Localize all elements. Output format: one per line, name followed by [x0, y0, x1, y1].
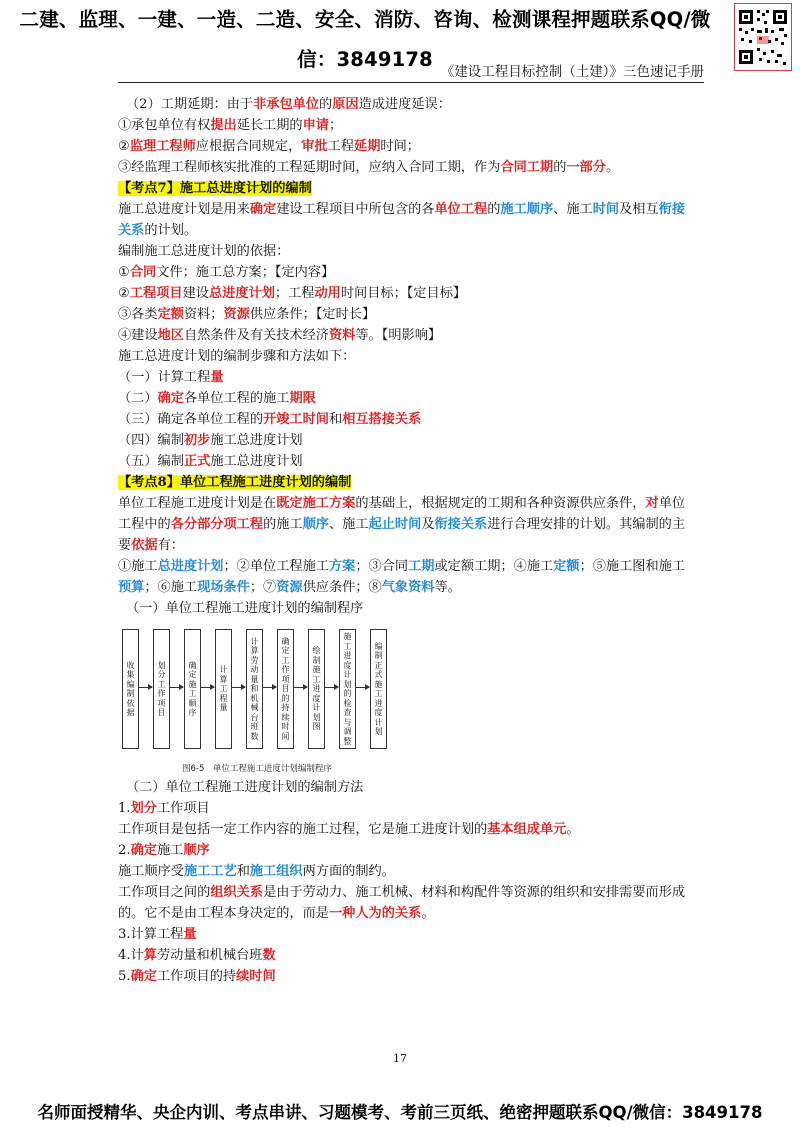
text-span: 初步 — [183, 433, 211, 448]
text-line-l1 — [118, 94, 688, 115]
text-span: ；⑦ — [249, 580, 277, 595]
text-span: 预算 — [118, 580, 145, 595]
text-span: 建设工程项目中所包含的各 — [276, 202, 435, 217]
text-span: 续时间 — [236, 969, 276, 984]
text-span: ；②单位工程施工 — [223, 559, 329, 574]
text-span: 合同 — [129, 265, 157, 280]
text-span: 资料； — [183, 307, 224, 322]
text-span: 定额 — [157, 307, 184, 322]
text-span: 资料 — [329, 328, 356, 343]
text-span: 基本组成单元 — [487, 822, 567, 837]
text-line-m8 — [118, 945, 688, 966]
text-line-l4 — [118, 157, 688, 178]
text-span: 1. — [118, 801, 131, 816]
flow-arrow — [325, 687, 338, 688]
text-span: 各分部分项工程 — [170, 517, 264, 532]
text-span: 各单位工程的施工 — [183, 391, 290, 406]
text-span: 监理工程师 — [129, 139, 196, 154]
text-span: ；⑥施工 — [144, 580, 198, 595]
text-span: 依据 — [131, 538, 158, 553]
text-span: 、施工 — [329, 517, 369, 532]
text-span: 资源 — [276, 580, 303, 595]
text-span: 文件；施工总方案；【定内容】 — [156, 265, 335, 280]
text-span: 【考点8】单位工程施工进度计划的编制 — [118, 475, 352, 490]
text-span: 的 — [553, 160, 567, 175]
text-span: ； — [329, 118, 343, 133]
text-line-l5 — [118, 178, 688, 199]
text-line-l3 — [118, 136, 688, 157]
text-span: 进行合理安排的计划。其编制的主要 — [118, 517, 686, 553]
flow-arrow — [263, 687, 276, 688]
text-line-l8 — [118, 262, 688, 283]
text-span: 供应条件；【定时长】 — [249, 307, 376, 322]
text-line-l16 — [118, 430, 688, 451]
text-span: 一种人为的关系 — [329, 906, 422, 921]
content-area — [118, 94, 688, 987]
text-span: 施工总进度计划 — [210, 454, 303, 469]
text-span: 动用 — [314, 286, 341, 301]
text-span: 、施工 — [553, 202, 593, 217]
text-span: （五）编制 — [118, 454, 184, 469]
text-span: 合同工期 — [500, 160, 554, 175]
text-span: 编制施工总进度计划的依据： — [118, 244, 290, 259]
text-span: 施工组织 — [249, 864, 303, 879]
text-span: 时间 — [592, 202, 620, 217]
text-line-m5 — [118, 861, 688, 882]
text-span: 和 — [329, 412, 343, 427]
flow-step-box: 计算劳动量和机械台班数 — [246, 629, 263, 749]
flow-arrow — [170, 687, 183, 688]
text-span: 定额 — [553, 559, 580, 574]
text-span: 是由于劳动力、施工机械、材料和构配件等资源的组织和安排需要而形成的。它不是由工程本身决定的，而是 — [118, 885, 686, 921]
text-line-m6 — [118, 882, 688, 924]
text-span: 正式 — [183, 454, 211, 469]
paragraphs-part-1 — [118, 94, 688, 619]
flow-arrow — [356, 687, 369, 688]
text-span: 顺序 — [183, 843, 210, 858]
text-line-l2 — [118, 115, 688, 136]
text-line-l7 — [118, 241, 688, 262]
text-span: 施工 — [156, 843, 184, 858]
paragraphs-part-2 — [118, 777, 688, 987]
text-span: 5. — [118, 969, 131, 984]
bottom-banner: 名师面授精华、央企内训、考点串讲、习题模考、考前三页纸、绝密押题联系QQ/微信：3849178 — [37, 1103, 763, 1122]
text-span: 。 — [566, 822, 580, 837]
text-span: ①承包单位有权 — [118, 118, 211, 133]
text-span: 的基础上，根据规定的工期和各种资源供应条件， — [355, 496, 646, 511]
text-span: 延长工期的 — [236, 118, 303, 133]
text-span: 算 — [143, 948, 157, 963]
text-span: 和 — [236, 864, 250, 879]
flow-arrow — [201, 687, 214, 688]
qr-code-image — [734, 3, 792, 71]
text-span: 审批 — [301, 139, 328, 154]
text-line-l6 — [118, 199, 688, 241]
flow-arrow — [232, 687, 245, 688]
text-span: ；工程 — [274, 286, 315, 301]
text-span: 非承包单位 — [253, 97, 320, 112]
text-span: 。 — [421, 906, 435, 921]
text-span: 劳动量和机械台班 — [156, 948, 263, 963]
text-line-m2 — [118, 798, 688, 819]
text-span: （二）单位工程施工进度计划的编制方法 — [126, 780, 364, 795]
text-line-l17 — [118, 451, 688, 472]
text-span: 施工顺序 — [500, 202, 554, 217]
text-span: （一）计算工程 — [118, 370, 211, 385]
text-line-m4 — [118, 840, 688, 861]
text-span: 数 — [262, 948, 276, 963]
text-span: 造成进度延误： — [358, 97, 451, 112]
text-line-l9 — [118, 283, 688, 304]
text-span: 建设 — [182, 286, 209, 301]
text-span: ；⑤施工图和施工 — [579, 559, 686, 574]
text-span: 现场条件 — [197, 580, 250, 595]
text-span: 延期 — [354, 139, 381, 154]
text-span: 相互搭接关系 — [342, 412, 422, 427]
text-span: 自然条件及有关技术经济 — [183, 328, 329, 343]
text-span: 确定 — [130, 969, 157, 984]
text-line-m9 — [118, 966, 688, 987]
text-span: ；③合同 — [355, 559, 409, 574]
text-span: 开竣工时间 — [263, 412, 329, 427]
text-span: 单位工程施工进度计划是在 — [118, 496, 277, 511]
text-span: 单位工程中的 — [118, 496, 686, 532]
text-span: 量 — [183, 927, 197, 942]
text-span: （一）单位工程施工进度计划的编制程序 — [126, 601, 364, 616]
text-span: 量 — [210, 370, 224, 385]
text-span: （二） — [118, 391, 158, 406]
text-span: 等。【明影响】 — [355, 328, 442, 343]
text-span: 衔接关系 — [434, 517, 488, 532]
flow-step-box: 确定施工顺序 — [184, 629, 201, 749]
text-span: 应根据合同规定， — [195, 139, 302, 154]
text-span: 申请 — [302, 118, 329, 133]
text-span: 衔接关系 — [118, 202, 686, 238]
text-span: ② — [118, 286, 130, 301]
text-span: 供应条件；⑧ — [302, 580, 382, 595]
text-span: 两方面的制约。 — [302, 864, 395, 879]
text-span: 的 — [487, 202, 501, 217]
text-span: 4.计 — [118, 948, 144, 963]
flow-arrow — [139, 687, 152, 688]
text-span: 。 — [605, 160, 620, 175]
text-span: 起止时间 — [368, 517, 422, 532]
text-span: 工作项目的持 — [156, 969, 237, 984]
text-span: 一部分 — [566, 160, 606, 175]
text-span: 总进度计划 — [157, 559, 224, 574]
text-span: 地区 — [157, 328, 184, 343]
text-span: 资源 — [223, 307, 250, 322]
text-span: 及 — [421, 517, 435, 532]
text-span: 气象资料 — [381, 580, 435, 595]
text-span: ① — [118, 265, 130, 280]
text-span: 工期 — [408, 559, 435, 574]
text-span: 的 — [319, 97, 333, 112]
text-span: （2）工期延期：由于 — [126, 97, 254, 112]
text-span: 工作项目之间的 — [118, 885, 211, 900]
flowchart — [122, 625, 422, 775]
text-span: 施工总进度计划的编制步骤和方法如下： — [118, 349, 356, 364]
text-span: 确定 — [249, 202, 277, 217]
text-span: 的施工 — [263, 517, 303, 532]
text-span: 2. — [118, 843, 131, 858]
flow-arrow — [294, 687, 307, 688]
text-span: 工作项目 — [156, 801, 210, 816]
flow-step-box: 施工进度计划的检查与调整 — [339, 629, 356, 749]
text-line-l12 — [118, 346, 688, 367]
text-span: 时间目标；【定目标】 — [340, 286, 467, 301]
text-span: ② — [118, 139, 130, 154]
text-line-m1 — [118, 777, 688, 798]
text-line-l19 — [118, 493, 688, 556]
text-span: 工作项目是包括一定工作内容的施工过程，它是施工进度计划的 — [118, 822, 488, 837]
text-span: 施工总进度计划是用来 — [118, 202, 250, 217]
text-line-l20 — [118, 556, 688, 598]
text-span: 总进度计划 — [208, 286, 275, 301]
top-banner: 二建、监理、一建、一造、二造、安全、消防、咨询、检测课程押题联系QQ/微信：3849178 — [19, 8, 711, 71]
text-span: 确定 — [130, 843, 157, 858]
text-span: 单位工程 — [434, 202, 488, 217]
text-span: 方案 — [329, 559, 356, 574]
text-line-m7 — [118, 924, 688, 945]
text-span: 提出 — [210, 118, 237, 133]
text-line-l11 — [118, 325, 688, 346]
text-line-l13 — [118, 367, 688, 388]
flow-step-box: 绘制施工进度计划图 — [308, 629, 325, 749]
text-line-l15 — [118, 409, 688, 430]
text-line-l14 — [118, 388, 688, 409]
text-line-l10 — [118, 304, 688, 325]
text-span: 工程项目 — [129, 286, 183, 301]
text-span: 时间； — [380, 139, 420, 154]
text-line-l18 — [118, 472, 688, 493]
text-span: 施工顺序受 — [118, 864, 184, 879]
text-span: 等。 — [434, 580, 461, 595]
text-span: 施工工艺 — [183, 864, 237, 879]
text-span: 顺序 — [302, 517, 329, 532]
text-span: （三）确定各单位工程的 — [118, 412, 264, 427]
text-span: ③各类 — [118, 307, 158, 322]
page-number: 17 — [393, 1052, 407, 1065]
flow-step-box: 编制正式施工进度计划 — [370, 629, 387, 749]
flow-step-box: 计算工程量 — [215, 629, 232, 749]
text-span: 组织关系 — [210, 885, 264, 900]
text-span: 及相互 — [619, 202, 659, 217]
text-span: 既定施工方案 — [276, 496, 356, 511]
text-span: 工程 — [327, 139, 355, 154]
text-span: 或定额工期；④施工 — [434, 559, 554, 574]
text-span: ④建设 — [118, 328, 158, 343]
text-span: ①施工 — [118, 559, 158, 574]
text-span: （四）编制 — [118, 433, 184, 448]
flow-step-box: 收集编制依据 — [122, 629, 139, 749]
text-line-l21 — [118, 598, 688, 619]
text-span: ③经监理工程师核实批准的工程延期时间，应纳入合同工期，作为 — [118, 160, 501, 175]
document-title: 《建设工程目标控制（土建）》三色速记手册 — [440, 64, 704, 80]
text-span: 的计划。 — [144, 223, 198, 238]
flow-step-box: 划分工作项目 — [153, 629, 170, 749]
text-span: 确定 — [157, 391, 184, 406]
text-span: 划分 — [130, 801, 157, 816]
text-span: 【考点7】施工总进度计划的编制 — [118, 181, 312, 196]
text-span: 施工总进度计划 — [210, 433, 303, 448]
flow-step-box: 确定工作项目的持续时间 — [277, 629, 294, 749]
text-span: 对 — [645, 496, 659, 511]
text-line-m3 — [118, 819, 688, 840]
text-span: 原因 — [332, 97, 359, 112]
text-span: 3.计算工程 — [118, 927, 184, 942]
text-span: 期限 — [289, 391, 316, 406]
flowchart-caption: 图6-5 单位工程施工进度计划编制程序 — [182, 764, 332, 774]
header-rule — [118, 82, 704, 83]
text-span: 有： — [157, 538, 184, 553]
